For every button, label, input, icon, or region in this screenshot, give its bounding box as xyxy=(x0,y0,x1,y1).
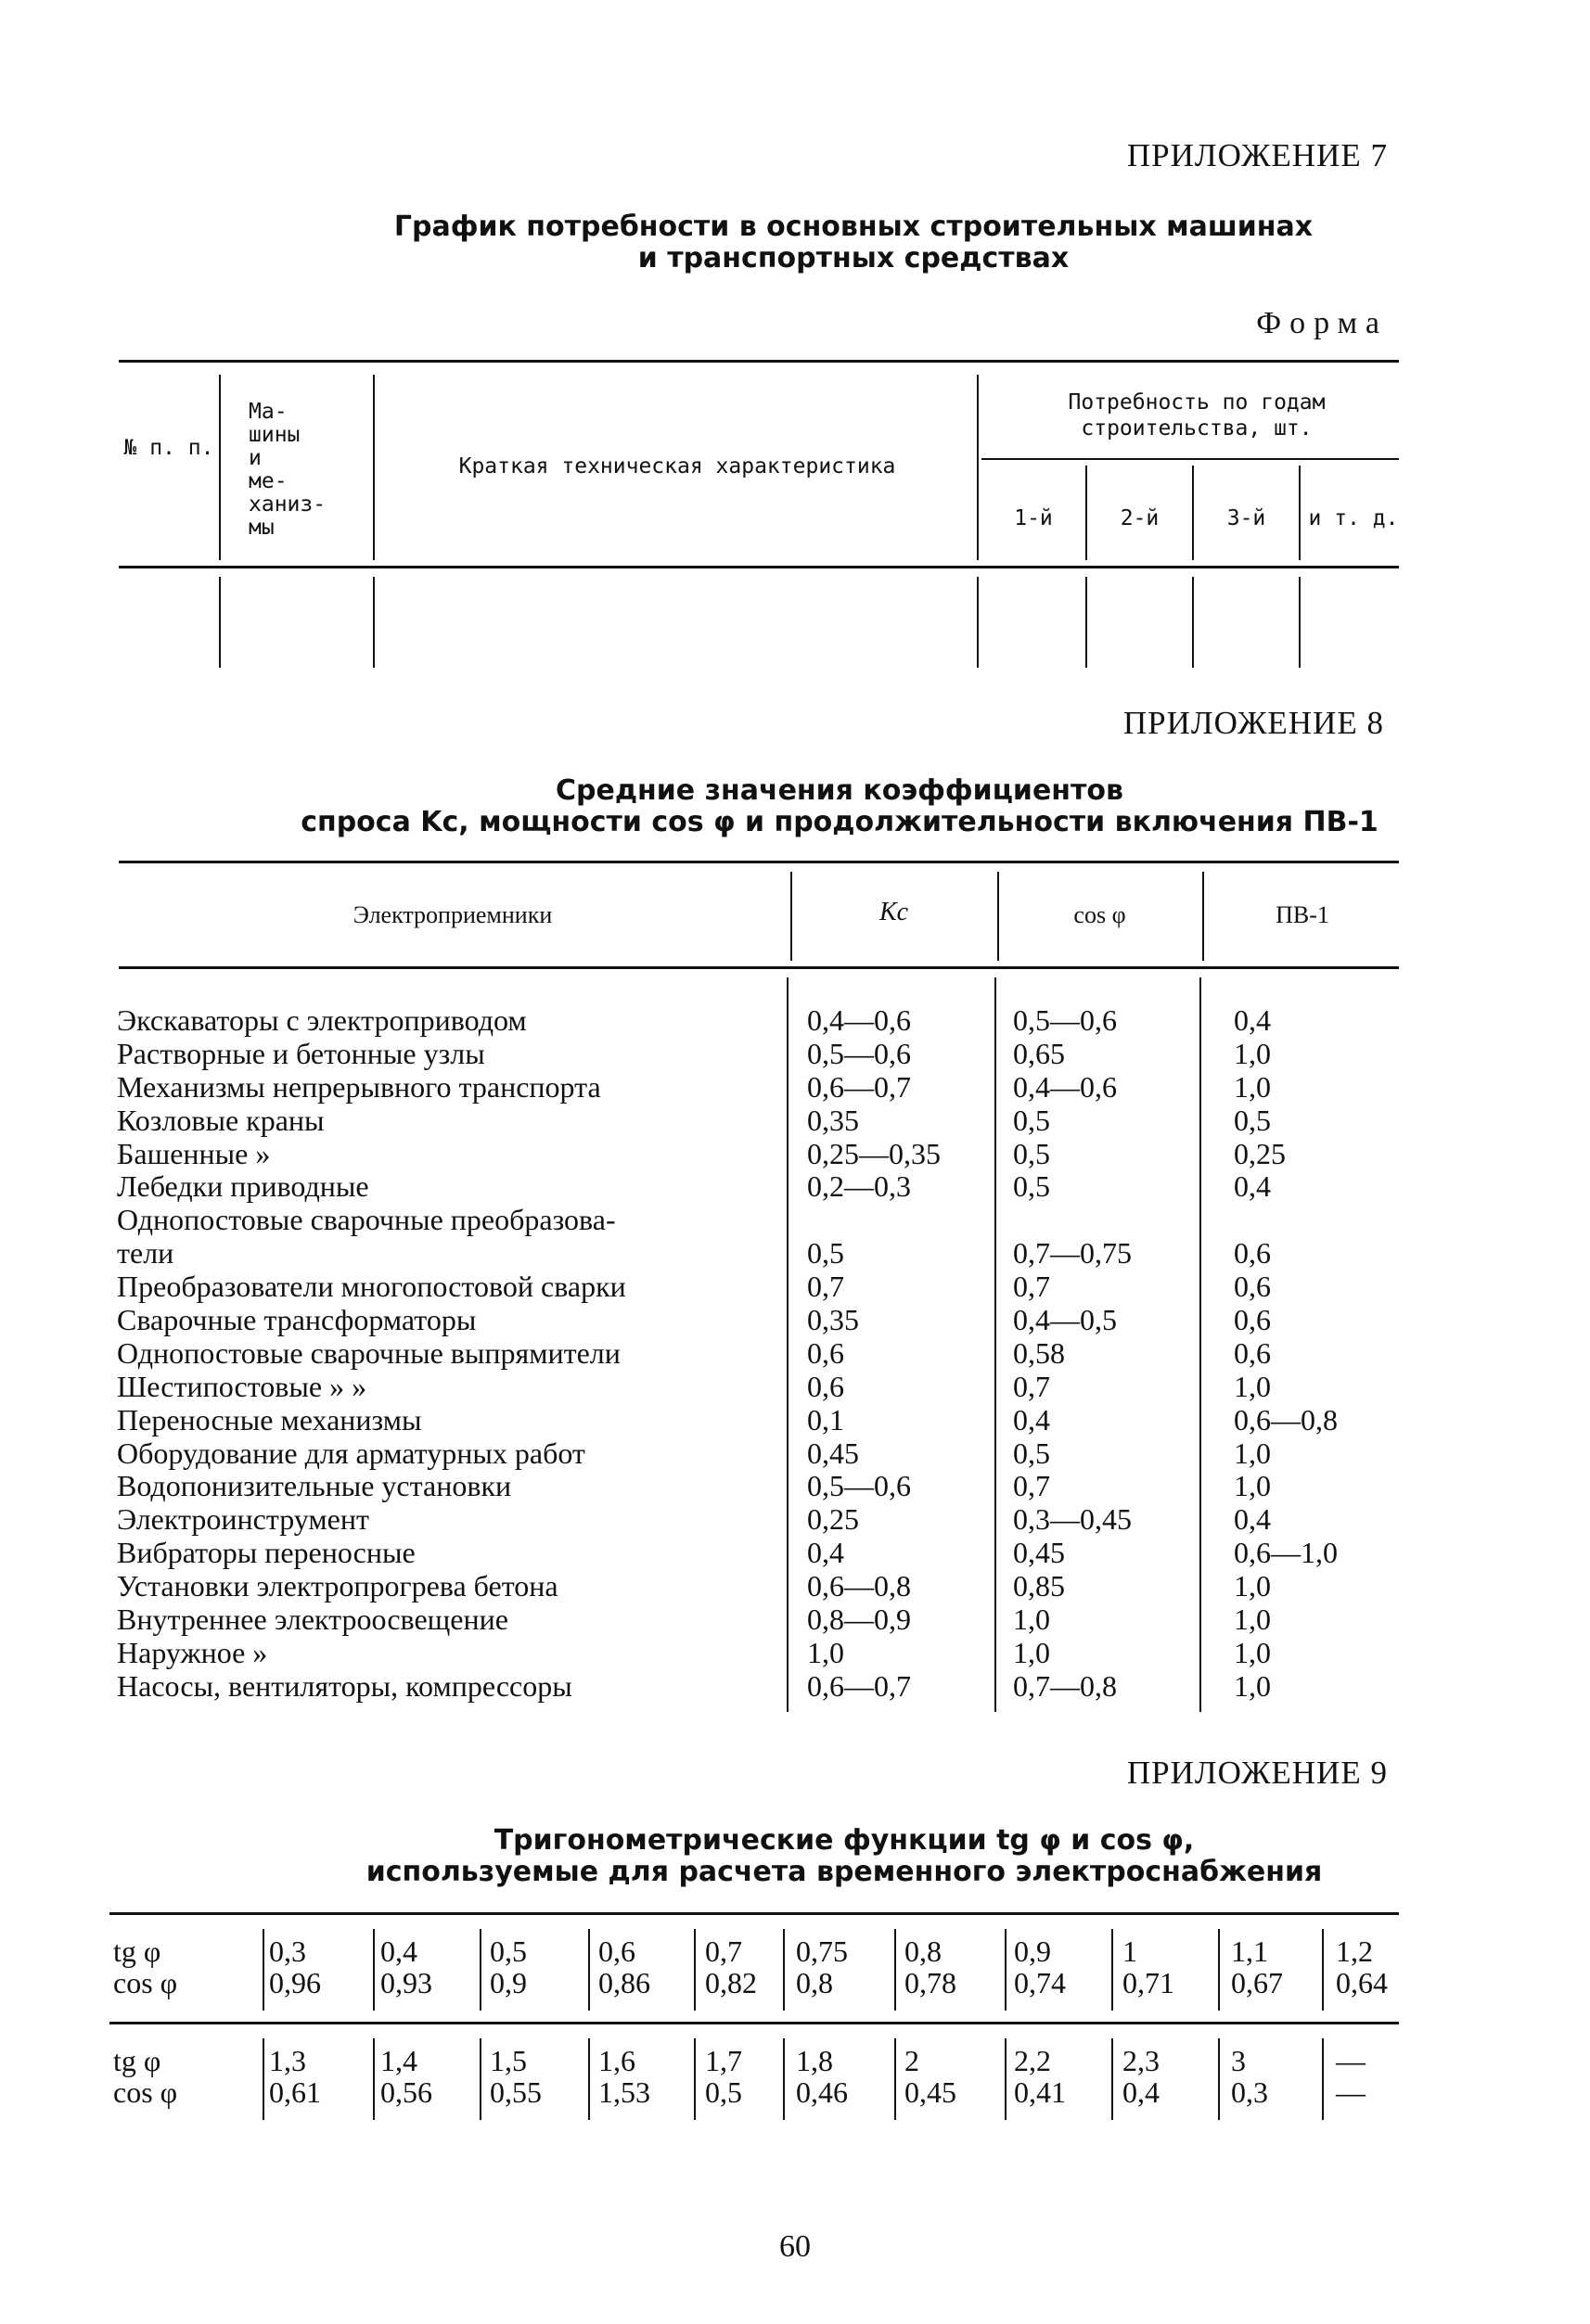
trig-tg-value: 2,2 xyxy=(1014,2044,1051,2077)
trig-cos-value: 0,8 xyxy=(796,1966,833,1999)
header-number: № п. п. xyxy=(123,436,214,460)
table7-vline xyxy=(977,577,979,668)
cos-value: 0,3—0,45 xyxy=(1013,1502,1132,1537)
consumer-name: Электроинструмент xyxy=(117,1502,369,1537)
consumer-name: Установки электропрогрева бетона xyxy=(117,1569,558,1603)
kc-value: 0,8—0,9 xyxy=(807,1603,911,1637)
kc-value: 0,6—0,8 xyxy=(807,1569,911,1603)
cos-value: 1,0 xyxy=(1013,1635,1050,1669)
kc-value: 0,5—0,6 xyxy=(807,1036,911,1070)
table7-vline xyxy=(1085,577,1087,668)
trig-cos-value: 0,55 xyxy=(490,2075,542,2109)
appendix-9-label: ПРИЛОЖЕНИЕ 9 xyxy=(1126,1755,1388,1791)
trig-cos-value: 0,71 xyxy=(1122,1966,1174,1999)
trig-cos-value: 0,96 xyxy=(269,1966,321,1999)
table7-vline xyxy=(977,375,979,560)
appendix-8-label: ПРИЛОЖЕНИЕ 8 xyxy=(1122,705,1384,741)
cos-value: 0,58 xyxy=(1013,1335,1065,1370)
table7-vline xyxy=(373,375,375,560)
cos-value: 0,7 xyxy=(1013,1270,1050,1304)
trig-tg-value: 2 xyxy=(904,2044,919,2077)
appendix-7-label: ПРИЛОЖЕНИЕ 7 xyxy=(1126,137,1388,173)
header-kc: Kс xyxy=(878,898,909,926)
trig-cos-value: 0,74 xyxy=(1014,1966,1066,1999)
pv-value: 1,0 xyxy=(1234,1369,1271,1403)
cos-value: 0,7—0,8 xyxy=(1013,1668,1117,1703)
kc-values-column xyxy=(807,1004,941,1704)
appendix-7-title-line2: и транспортных средствах xyxy=(637,242,1070,275)
table9-vline xyxy=(1322,1929,1324,2011)
table9-vline xyxy=(1218,1929,1220,2011)
kc-value: 0,1 xyxy=(807,1402,844,1437)
pv-value: 0,6—1,0 xyxy=(1234,1536,1338,1570)
consumer-name: тели xyxy=(117,1236,174,1271)
pv-value: 1,0 xyxy=(1234,1603,1271,1637)
trig-cos-value: 0,67 xyxy=(1231,1966,1283,1999)
consumer-name: Лебедки приводные xyxy=(117,1169,369,1204)
pv-value: 0,6 xyxy=(1234,1236,1271,1271)
header-pv: ПВ-1 xyxy=(1276,901,1329,928)
consumer-name: Насосы, вентиляторы, компрессоры xyxy=(117,1668,572,1703)
table9-vline xyxy=(894,2038,896,2120)
kc-value: 0,35 xyxy=(807,1303,859,1337)
table9-vline xyxy=(1111,2038,1113,2120)
trig-cos-value: 1,53 xyxy=(598,2075,650,2109)
cos-value: 0,5 xyxy=(1013,1103,1050,1137)
table8-vline xyxy=(790,872,792,961)
appendix-9-title xyxy=(241,1825,1447,1888)
trig-cos-value: 0,64 xyxy=(1336,1966,1388,1999)
kc-value: 0,25—0,35 xyxy=(807,1136,941,1170)
table9-vline xyxy=(1005,1929,1007,2011)
consumer-name: Однопостовые сварочные выпрямители xyxy=(117,1335,621,1370)
table8-vline xyxy=(1202,872,1204,961)
trig-tg-value: 0,8 xyxy=(904,1935,942,1968)
table9-top-rule xyxy=(109,1912,1399,1915)
consumer-name: Внутреннее электроосвещение xyxy=(117,1603,508,1637)
pv-value: 1,0 xyxy=(1234,1569,1271,1603)
trig-row-label: cos φ xyxy=(113,2075,178,2109)
trig-cos-value: 0,45 xyxy=(904,2075,956,2109)
pv-value: 0,4 xyxy=(1234,1169,1271,1204)
kc-value: 0,4—0,6 xyxy=(807,1003,911,1037)
trig-row-label: tg φ xyxy=(113,2044,161,2077)
trig-tg-value: 1,4 xyxy=(380,2044,417,2077)
trig-tg-value: 0,75 xyxy=(796,1935,848,1968)
pv-value: 0,6 xyxy=(1234,1270,1271,1304)
trig-tg-value: 0,6 xyxy=(598,1935,635,1968)
header-year-2: 2-й xyxy=(1120,506,1160,530)
table9-vline xyxy=(1322,2038,1324,2120)
pv-value: 1,0 xyxy=(1234,1668,1271,1703)
header-characteristic: Краткая техническая характеристика xyxy=(458,454,896,479)
appendix-8-title-line2: спроса Kс, мощности cos φ и продолжительности включения ПВ-1 xyxy=(301,806,1378,838)
kc-value: 0,6—0,7 xyxy=(807,1668,911,1703)
cos-value: 0,45 xyxy=(1013,1536,1065,1570)
header-year-3: 3-й xyxy=(1226,506,1266,530)
kc-value: 0,6 xyxy=(807,1335,844,1370)
table9-vline xyxy=(1218,2038,1220,2120)
table9-vline xyxy=(783,2038,785,2120)
table9-vline xyxy=(783,1929,785,2011)
trig-cos-value: 0,41 xyxy=(1014,2075,1066,2109)
trig-cos-value: 0,46 xyxy=(796,2075,848,2109)
consumer-name: Сварочные трансформаторы xyxy=(117,1303,477,1337)
header-year-1: 1-й xyxy=(1014,506,1053,530)
trig-tg-value: 1 xyxy=(1122,1935,1137,1968)
trig-cos-value: 0,5 xyxy=(705,2075,742,2109)
pv-value: 0,4 xyxy=(1234,1003,1271,1037)
pv-value: 0,25 xyxy=(1234,1136,1286,1170)
trig-cos-value: 0,3 xyxy=(1231,2075,1268,2109)
table8-header-rule xyxy=(119,966,1399,969)
table7-vline xyxy=(219,375,221,560)
consumer-name: Механизмы непрерывного транспорта xyxy=(117,1069,601,1104)
header-machines: Ма- шины и ме- ханиз- мы xyxy=(249,400,327,540)
table7-vline xyxy=(373,577,375,668)
header-demand: Потребность по годам строительства, шт. xyxy=(1068,390,1326,441)
trig-cos-value: — xyxy=(1336,2075,1366,2109)
table9-vline xyxy=(373,1929,375,2011)
trig-tg-value: 0,4 xyxy=(380,1935,417,1968)
kc-value: 0,6—0,7 xyxy=(807,1069,911,1104)
consumer-name: Переносные механизмы xyxy=(117,1402,422,1437)
trig-cos-value: 0,78 xyxy=(904,1966,956,1999)
trig-tg-value: 0,3 xyxy=(269,1935,306,1968)
trig-cos-value: 0,82 xyxy=(705,1966,757,1999)
form-label: Форма xyxy=(1256,306,1388,340)
table9-vline xyxy=(373,2038,375,2120)
table9-vline xyxy=(694,2038,696,2120)
table7-top-rule xyxy=(119,360,1399,363)
kc-value: 0,4 xyxy=(807,1536,844,1570)
trig-tg-value: 1,8 xyxy=(796,2044,833,2077)
cos-value: 0,4 xyxy=(1013,1402,1050,1437)
appendix-9-title-line1: Тригонометрические функции tg φ и cos φ, xyxy=(494,1824,1195,1857)
trig-tg-value: 3 xyxy=(1231,2044,1246,2077)
cos-value: 0,4—0,5 xyxy=(1013,1303,1117,1337)
table8-vline xyxy=(994,977,996,1712)
trig-tg-value: 2,3 xyxy=(1122,2044,1160,2077)
pv-value: 1,0 xyxy=(1234,1069,1271,1104)
appendix-8-title-line1: Средние значения коэффициентов xyxy=(555,774,1124,807)
consumer-name: Преобразователи многопостовой сварки xyxy=(117,1270,626,1304)
trig-tg-value: 1,3 xyxy=(269,2044,306,2077)
consumer-name: Козловые краны xyxy=(117,1103,325,1137)
consumer-name: Экскаваторы с электроприводом xyxy=(117,1003,527,1037)
kc-value: 0,7 xyxy=(807,1270,844,1304)
trig-tg-value: — xyxy=(1336,2044,1366,2077)
cos-value: 0,7 xyxy=(1013,1369,1050,1403)
page-number: 60 xyxy=(779,2229,811,2264)
kc-value: 0,5 xyxy=(807,1236,844,1271)
kc-value: 0,35 xyxy=(807,1103,859,1137)
pv-value: 1,0 xyxy=(1234,1635,1271,1669)
cos-value: 0,85 xyxy=(1013,1569,1065,1603)
kc-value xyxy=(807,1204,941,1237)
pv-value xyxy=(1234,1204,1338,1237)
table8-vline xyxy=(997,872,999,961)
table8-top-rule xyxy=(119,861,1399,863)
table9-vline xyxy=(1111,1929,1113,2011)
trig-tg-value: 0,7 xyxy=(705,1935,742,1968)
consumer-name: Водопонизительные установки xyxy=(117,1469,512,1503)
table9-vline xyxy=(588,1929,590,2011)
kc-value: 0,2—0,3 xyxy=(807,1169,911,1204)
trig-tg-value: 1,2 xyxy=(1336,1935,1373,1968)
consumer-name: Башенные » xyxy=(117,1136,271,1170)
trig-cos-value: 0,86 xyxy=(598,1966,650,1999)
consumer-names-column xyxy=(117,1004,626,1704)
table7-vline xyxy=(219,577,221,668)
trig-cos-value: 0,9 xyxy=(490,1966,527,1999)
table9-vline xyxy=(894,1929,896,2011)
cos-value: 0,7—0,75 xyxy=(1013,1236,1132,1271)
header-consumers: Электроприемники xyxy=(353,901,553,928)
table9-vline xyxy=(480,1929,481,2011)
kc-value: 0,25 xyxy=(807,1502,859,1537)
trig-row-label: tg φ xyxy=(113,1935,161,1968)
kc-value: 0,6 xyxy=(807,1369,844,1403)
trig-tg-value: 1,1 xyxy=(1231,1935,1268,1968)
pv-value: 1,0 xyxy=(1234,1036,1271,1070)
trig-tg-value: 1,6 xyxy=(598,2044,635,2077)
table9-vline xyxy=(694,1929,696,2011)
trig-tg-value: 1,7 xyxy=(705,2044,742,2077)
table7-vline xyxy=(1299,577,1301,668)
header-year-etc: и т. д. xyxy=(1308,506,1399,530)
cos-values-column xyxy=(1013,1004,1132,1704)
pv-value: 0,6 xyxy=(1234,1303,1271,1337)
cos-value: 0,5 xyxy=(1013,1436,1050,1470)
table9-middle-rule xyxy=(109,2022,1399,2024)
kc-value: 0,45 xyxy=(807,1436,859,1470)
trig-cos-value: 0,4 xyxy=(1122,2075,1160,2109)
table7-header-rule xyxy=(119,566,1399,568)
cos-value: 0,4—0,6 xyxy=(1013,1069,1117,1104)
pv-values-column xyxy=(1234,1004,1338,1704)
consumer-name: Шестипостовые » » xyxy=(117,1369,367,1403)
trig-cos-value: 0,61 xyxy=(269,2075,321,2109)
appendix-8-title xyxy=(204,775,1475,838)
consumer-name: Оборудование для арматурных работ xyxy=(117,1436,585,1470)
pv-value: 0,6—0,8 xyxy=(1234,1402,1338,1437)
table7-vline xyxy=(1299,466,1301,560)
table9-vline xyxy=(480,2038,481,2120)
trig-tg-value: 1,5 xyxy=(490,2044,527,2077)
trig-cos-value: 0,56 xyxy=(380,2075,432,2109)
table9-vline xyxy=(263,2038,264,2120)
trig-cos-value: 0,93 xyxy=(380,1966,432,1999)
table9-vline xyxy=(1005,2038,1007,2120)
pv-value: 1,0 xyxy=(1234,1436,1271,1470)
table8-vline xyxy=(1199,977,1201,1712)
table7-demand-rule xyxy=(981,458,1399,460)
consumer-name: Вибраторы переносные xyxy=(117,1536,416,1570)
consumer-name: Наружное » xyxy=(117,1635,268,1669)
table8-vline xyxy=(787,977,789,1712)
table9-vline xyxy=(588,2038,590,2120)
consumer-name: Растворные и бетонные узлы xyxy=(117,1036,485,1070)
kc-value: 0,5—0,6 xyxy=(807,1469,911,1503)
appendix-7-title xyxy=(241,211,1466,275)
pv-value: 0,5 xyxy=(1234,1103,1271,1137)
trig-row-label: cos φ xyxy=(113,1966,178,1999)
pv-value: 1,0 xyxy=(1234,1469,1271,1503)
cos-value: 0,5 xyxy=(1013,1136,1050,1170)
cos-value: 0,5—0,6 xyxy=(1013,1003,1117,1037)
cos-value xyxy=(1013,1204,1132,1237)
header-cos: cos φ xyxy=(1073,901,1126,928)
trig-tg-value: 0,5 xyxy=(490,1935,527,1968)
pv-value: 0,6 xyxy=(1234,1335,1271,1370)
cos-value: 1,0 xyxy=(1013,1603,1050,1637)
appendix-9-title-line2: используемые для расчета временного электроснабжения xyxy=(365,1856,1323,1888)
appendix-7-title-line1: График потребности в основных строительных машинах xyxy=(393,211,1314,243)
trig-tg-value: 0,9 xyxy=(1014,1935,1051,1968)
table7-vline xyxy=(1192,577,1194,668)
cos-value: 0,7 xyxy=(1013,1469,1050,1503)
pv-value: 0,4 xyxy=(1234,1502,1271,1537)
kc-value: 1,0 xyxy=(807,1635,844,1669)
cos-value: 0,5 xyxy=(1013,1169,1050,1204)
cos-value: 0,65 xyxy=(1013,1036,1065,1070)
consumer-name: Однопостовые сварочные преобразова- xyxy=(117,1203,616,1237)
table9-vline xyxy=(263,1929,264,2011)
